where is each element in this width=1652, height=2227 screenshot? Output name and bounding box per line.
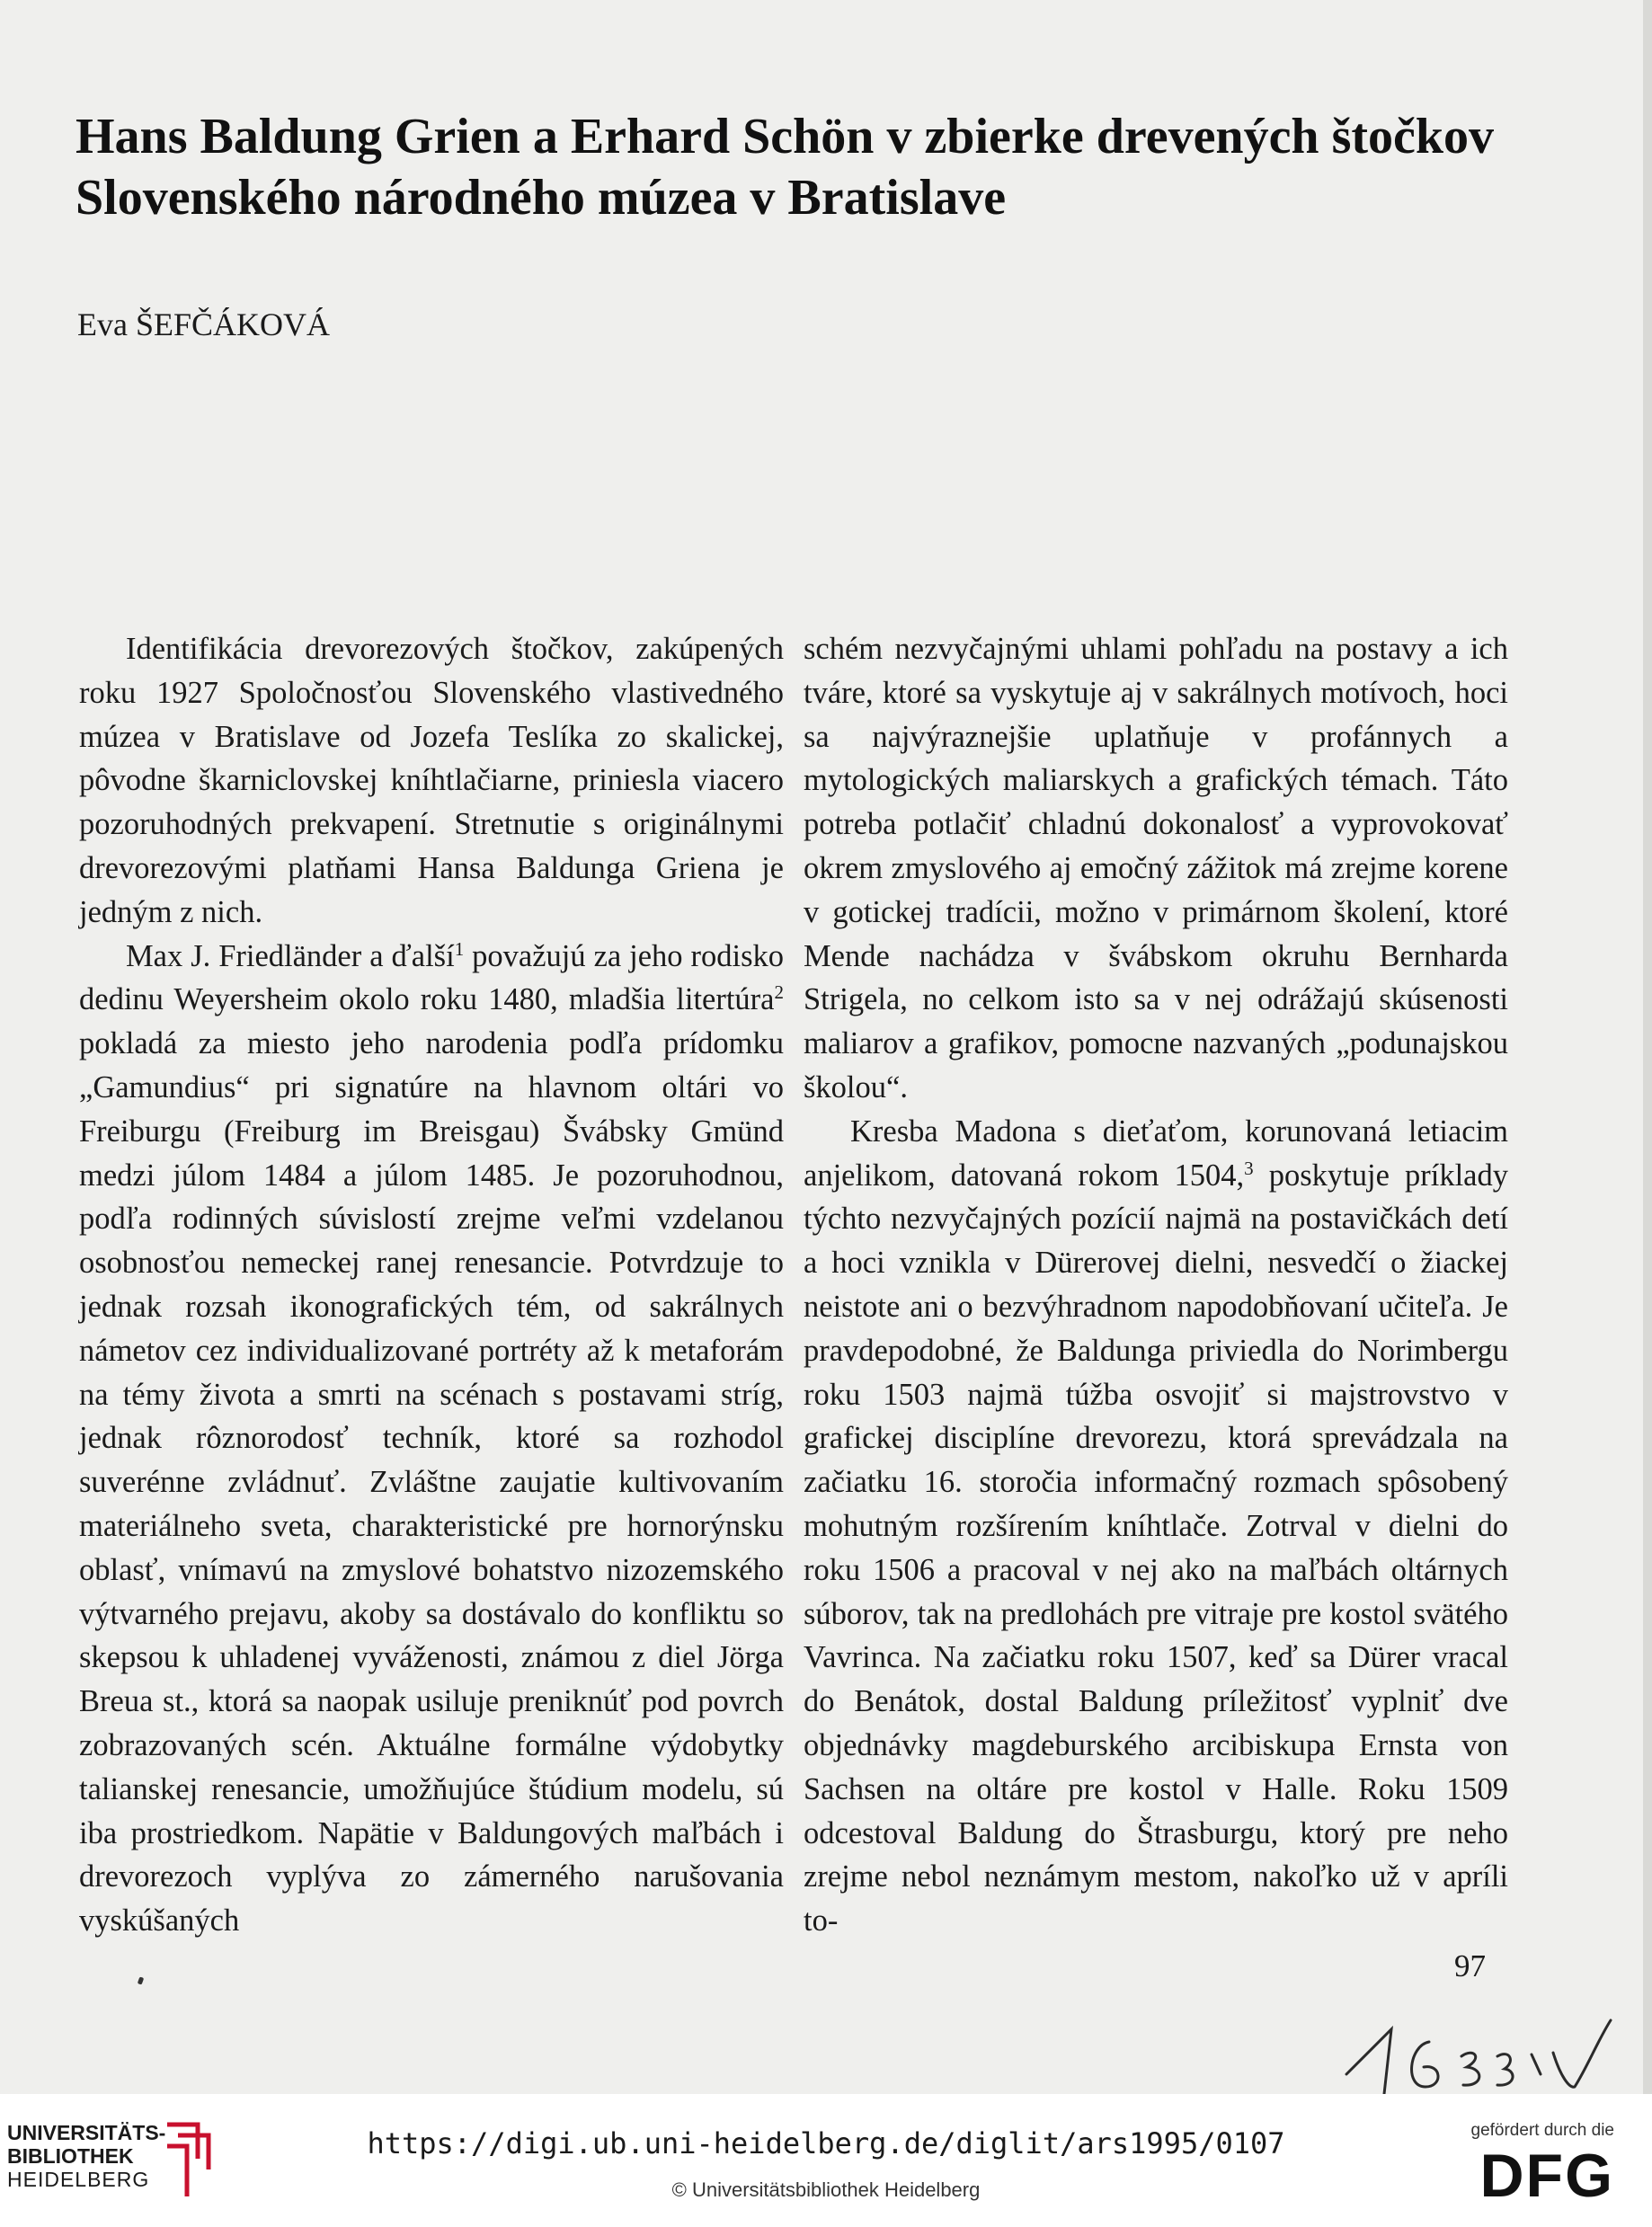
permalink-url[interactable]: https://digi.ub.uni-heidelberg.de/diglit/ars1995/0107 — [367, 2126, 1285, 2160]
article-title-line-2: Slovenského národného múzea v Bratislave — [75, 170, 1007, 226]
left-paragraph-2 — [79, 935, 784, 1943]
right-paragraph-2-text-b: poskytuje príklady týchto nezvyčajných pozícií najmä na postavičkách detí a hoci vznikla v Dürerovej dielni, nesvedčí o žiackej neistote ani o bezvýhradnom napodobňovaní učiteľa. Je pravdepodobné, že Baldunga priviedla do Norimbergu roku 1503 najmä túžba osvojiť si majstrovstvo v grafickej disciplíne drevorezu, ktorá sprevádzala na začiatku 16. storočia informačný rozmach spôsobený mohutným rozšírením kníhtlače. Zotrval v dielni do roku 1506 a pracoval v nej ako na maľbách oltárnych súborov, tak na predlohách pre vitraje pre kostol svätého Vavrinca. Na začiatku roku 1507, keď sa Dürer vracal do Benátok, dostal Baldung príležitosť vyplniť dve objednávky magdeburského arcibiskupa Ernsta von Sachsen na oltáre pre kostol v Halle. Roku 1509 odcestoval Baldung do Štrasburgu, ktorý pre neho zrejme nebol neznámym mestom, nakoľko už v apríli to- — [804, 1158, 1508, 1939]
library-name-line-1: UNIVERSITÄTS- — [7, 2121, 166, 2144]
dfg-logo: DFG — [1479, 2142, 1614, 2210]
left-paragraph-2-text-b: považujú za jeho rodisko dedinu Weyersheim okolo roku 1480, mladšia litertúra — [79, 938, 785, 1017]
article-title-line-1: Hans Baldung Grien a Erhard Schön v zbierke drevených štočkov — [75, 109, 1495, 164]
right-paragraph-1: schém nezvyčajnými uhlami pohľadu na postavy a ich tváre, ktoré sa vyskytuje aj v sakrálnych motívoch, hoci sa najvýraznejšie uplatňuje v profánnych a mytologických maliarskych a grafických témach. Táto potreba potlačiť chladnú dokonalosť a vyprovokovať okrem zmyslového aj emočný zážitok má zrejme korene v gotickej tradícii, možno v primárnom školení, ktoré Mende nachádza v švábskom okruhu Bernharda Strigela, no celkom isto sa v nej odrážajú skúsenosti maliarov a grafikov, pomocne nazvaných „podunajskou školou“. — [804, 632, 1508, 1105]
page-edge — [1643, 0, 1652, 2094]
footnote-ref-3: 3 — [1244, 1157, 1254, 1179]
footnote-ref-2: 2 — [774, 981, 784, 1004]
left-paragraph-2-text-a: Max J. Friedländer a ďalší — [126, 938, 455, 973]
footnote-ref-1: 1 — [454, 937, 465, 960]
handwritten-shelfmark — [1339, 2004, 1627, 2103]
page-number: 97 — [1454, 1948, 1486, 1983]
article-author: Eva ŠEFČÁKOVÁ — [77, 306, 331, 342]
funding-label: gefördert durch die — [1470, 2121, 1614, 2140]
library-name-line-2: BIBLIOTHEK — [7, 2144, 134, 2168]
copyright-notice: © Universitätsbibliothek Heidelberg — [671, 2178, 981, 2201]
left-column — [79, 627, 784, 1943]
article-title — [75, 106, 1495, 228]
left-paragraph-2-text-c: pokladá za miesto jeho narodenia podľa prídomku „Gamundius“ pri signatúre na hlavnom oltári vo Freiburgu (Freiburg im Breisgau) Švábsky Gmünd medzi júlom 1484 a júlom 1485. Je pozoruhodnou, podľa rodinných súvislostí zrejme veľmi vzdelanou osobnosťou nemeckej ranej renesancie. Potvrdzuje to jednak rozsah ikonografických tém, od sakrálnych námetov cez individualizované portréty až k metaforám na témy života a smrti na scénach s postavami stríg, jednak rôznorodosť techník, ktoré sa rozhodol suverénne zvládnuť. Zvláštne zaujatie kultivovaním materiálneho sveta, charakteristické pre hornorýnsku oblasť, vnímavú na zmyslové bohatstvo nizozemského výtvarného prejavu, akoby sa dostávalo do konfliktu so skepsou k uhladenej vyváženosti, známou z diel Jörga Breua st., ktorá sa naopak usiluje preniknúť pod povrch zobrazovaných scén. Aktuálne formálne výdobytky talianskej renesancie, umožňujúce štúdium modelu, sú iba prostriedkom. Napätie v Baldungových maľbách i drevorezoch vyplýva zo zámerného narušovania vyskúšaných — [79, 1026, 784, 1939]
right-paragraph-2 — [804, 1110, 1508, 1943]
left-paragraph-1: Identifikácia drevorezových štočkov, zakúpených roku 1927 Spoločnosťou Slovenského vlastivedného múzea v Bratislave od Jozefa Teslíka zo skalickej, pôvodne škarniclovskej kníhtlačiarne, priniesla viacero pozoruhodných prekvapení. Stretnutie s originálnymi drevorezovými platňami Hansa Baldunga Griena je jedným z nich. — [79, 632, 784, 929]
right-column — [804, 627, 1508, 1943]
right-paragraph-2-text-a: Kresba Madona s dieťaťom, korunovaná letiacim anjelikom, datovaná rokom 1504, — [804, 1114, 1508, 1193]
viewer-footer — [0, 2094, 1652, 2227]
library-name-line-3: HEIDELBERG — [7, 2168, 150, 2191]
